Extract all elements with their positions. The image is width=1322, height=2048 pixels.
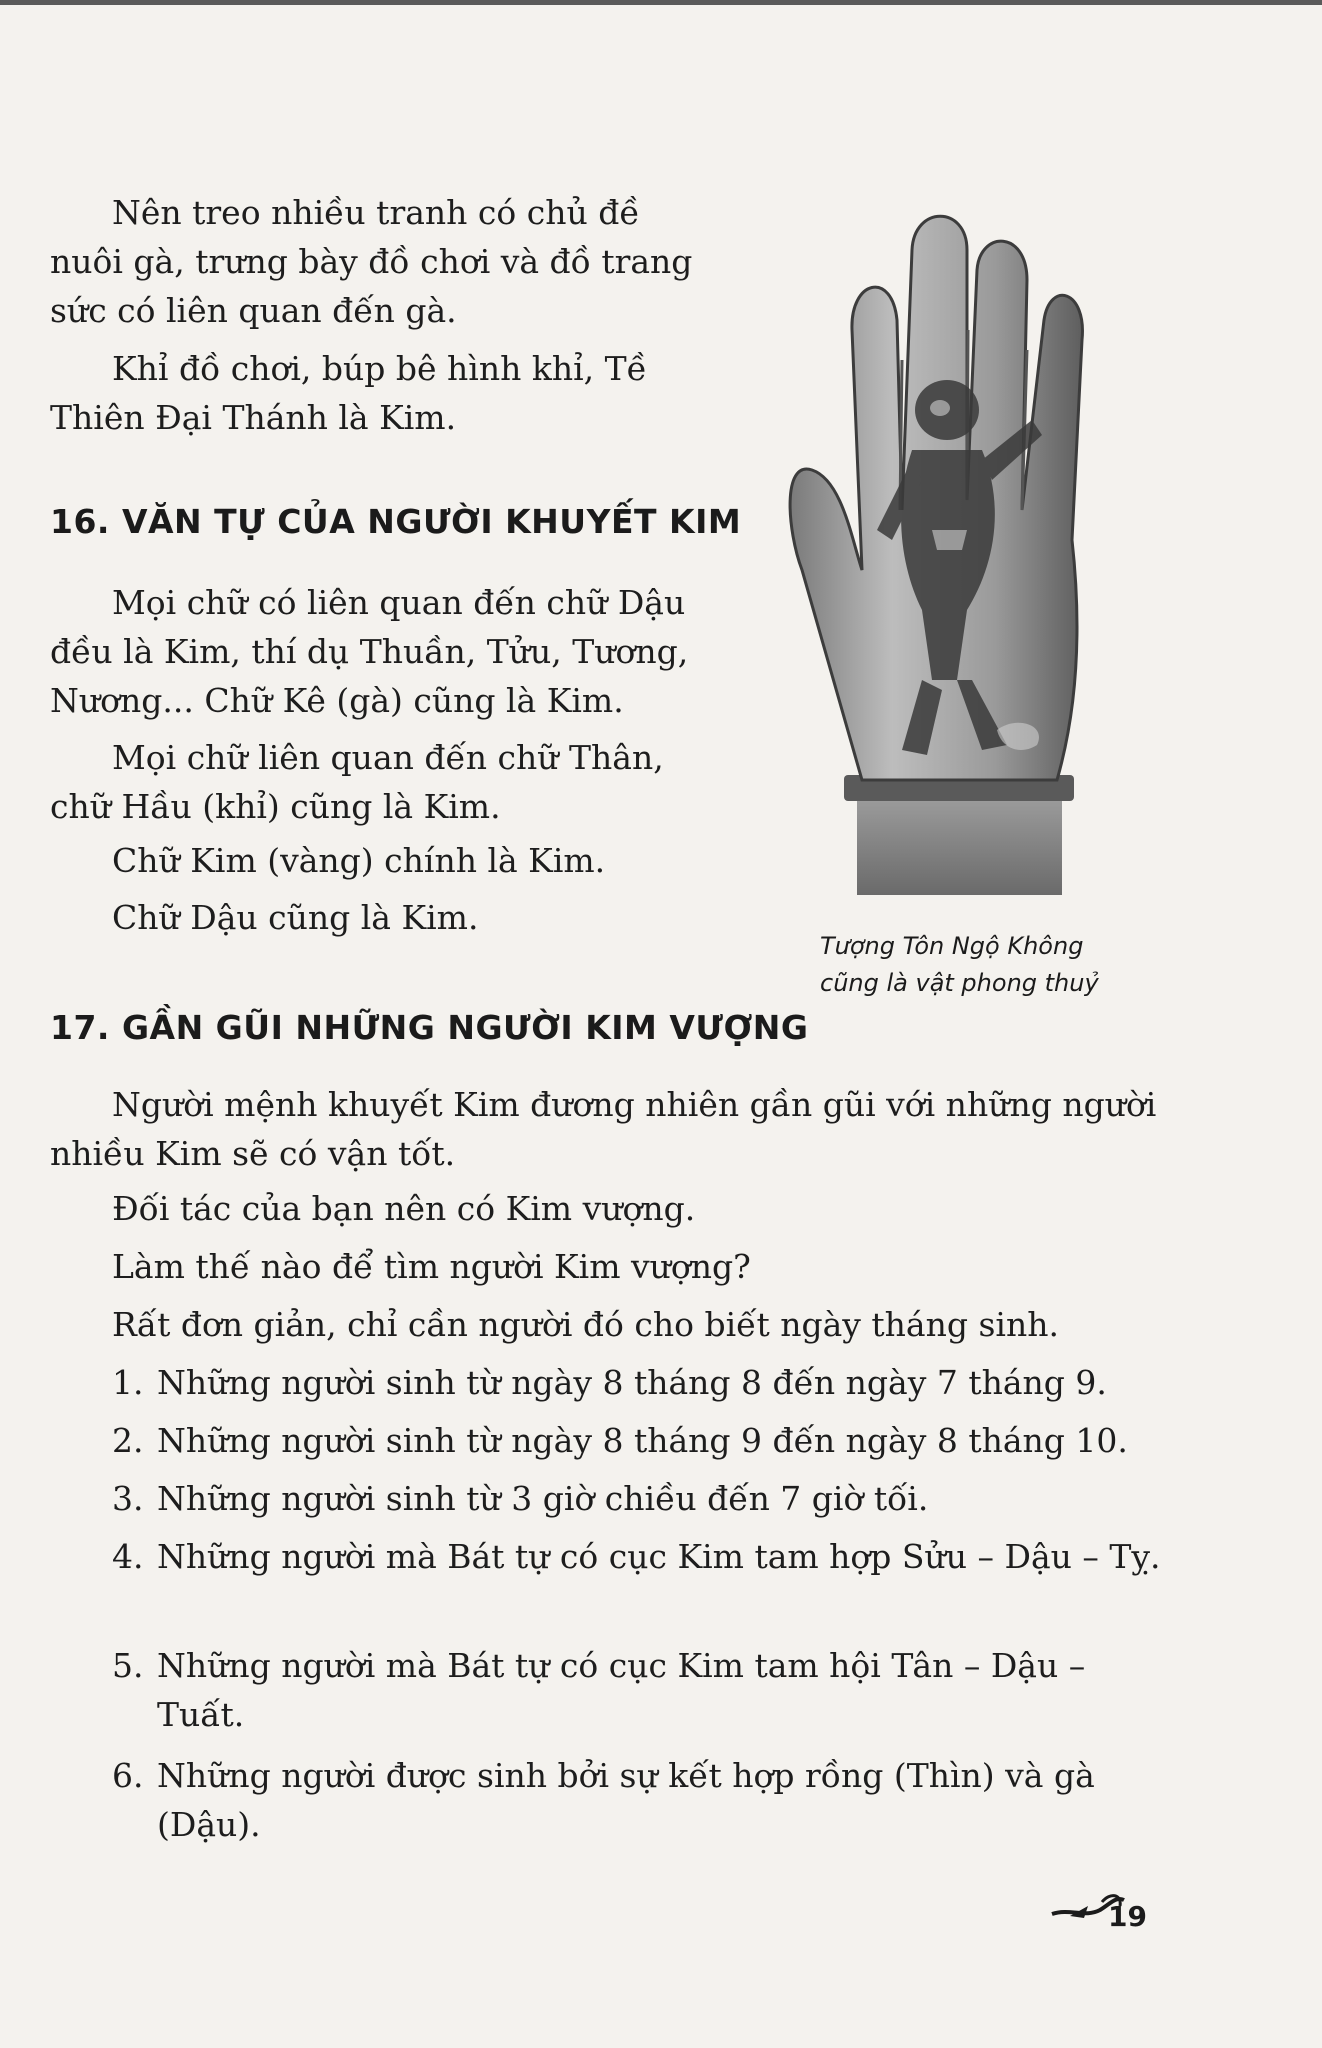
section-17-paragraph-3: Làm thế nào để tìm người Kim vượng? bbox=[112, 1247, 751, 1286]
caption-line-1: Tượng Tôn Ngộ Không bbox=[820, 932, 1084, 960]
list-item-text: Những người sinh từ 3 giờ chiều đến 7 giờ tối. bbox=[157, 1479, 929, 1518]
section-16-paragraph-1: Mọi chữ có liên quan đến chữ Dậu đều là Kim, thí dụ Thuần, Tửu, Tương, Nương... Chữ Kê (gà) cũng là Kim. bbox=[50, 583, 689, 720]
list-item-number: 2. bbox=[112, 1421, 144, 1460]
list-item-number: 6. bbox=[112, 1756, 144, 1795]
list-item-text: Những người mà Bát tự có cục Kim tam hội Tân – Dậu – Tuất. bbox=[157, 1646, 1086, 1734]
list-item bbox=[112, 1416, 1182, 1465]
figure-caption bbox=[820, 928, 1140, 1002]
list-item-text: Những người mà Bát tự có cục Kim tam hợp Sửu – Dậu – Tỵ. bbox=[157, 1537, 1161, 1576]
list-item-text: Những người được sinh bởi sự kết hợp rồng (Thìn) và gà (Dậu). bbox=[157, 1756, 1095, 1844]
section-16-paragraph-2: Mọi chữ liên quan đến chữ Thân, chữ Hầu (khỉ) cũng là Kim. bbox=[50, 738, 664, 826]
intro-paragraph-1: Nên treo nhiều tranh có chủ đề nuôi gà, trưng bày đồ chơi và đồ trang sức có liên quan đến gà. bbox=[50, 193, 693, 330]
list-item-text: Những người sinh từ ngày 8 tháng 9 đến ngày 8 tháng 10. bbox=[157, 1421, 1128, 1460]
list-item-number: 1. bbox=[112, 1363, 144, 1402]
section-17-paragraph-2: Đối tác của bạn nên có Kim vượng. bbox=[112, 1189, 696, 1228]
list-item bbox=[112, 1641, 1182, 1739]
page-number: 19 bbox=[1108, 1900, 1147, 1933]
caption-line-2: cũng là vật phong thuỷ bbox=[820, 969, 1099, 997]
monkey-king-statue-image bbox=[782, 210, 1132, 900]
section-17-paragraph-4: Rất đơn giản, chỉ cần người đó cho biết ngày tháng sinh. bbox=[112, 1305, 1059, 1344]
intro-paragraph-2: Khỉ đồ chơi, búp bê hình khỉ, Tề Thiên Đại Thánh là Kim. bbox=[50, 349, 647, 437]
list-item bbox=[112, 1474, 1182, 1523]
list-item bbox=[112, 1751, 1182, 1849]
section-16-paragraph-3: Chữ Kim (vàng) chính là Kim. bbox=[112, 841, 606, 880]
section-17-heading: 17. GẦN GŨI NHỮNG NGƯỜI KIM VƯỢNG bbox=[50, 1008, 809, 1047]
list-item-number: 3. bbox=[112, 1479, 144, 1518]
section-17-paragraph-1: Người mệnh khuyết Kim đương nhiên gần gũi với những người nhiều Kim sẽ có vận tốt. bbox=[50, 1085, 1157, 1173]
top-border bbox=[0, 0, 1322, 5]
list-item-number: 4. bbox=[112, 1537, 144, 1576]
list-item-number: 5. bbox=[112, 1646, 144, 1685]
list-item-text: Những người sinh từ ngày 8 tháng 8 đến ngày 7 tháng 9. bbox=[157, 1363, 1107, 1402]
section-16-paragraph-4: Chữ Dậu cũng là Kim. bbox=[112, 898, 479, 937]
section-16-heading: 16. VĂN TỰ CỦA NGƯỜI KHUYẾT KIM bbox=[50, 502, 742, 541]
list-item bbox=[112, 1358, 1182, 1407]
list-item bbox=[112, 1532, 1182, 1581]
